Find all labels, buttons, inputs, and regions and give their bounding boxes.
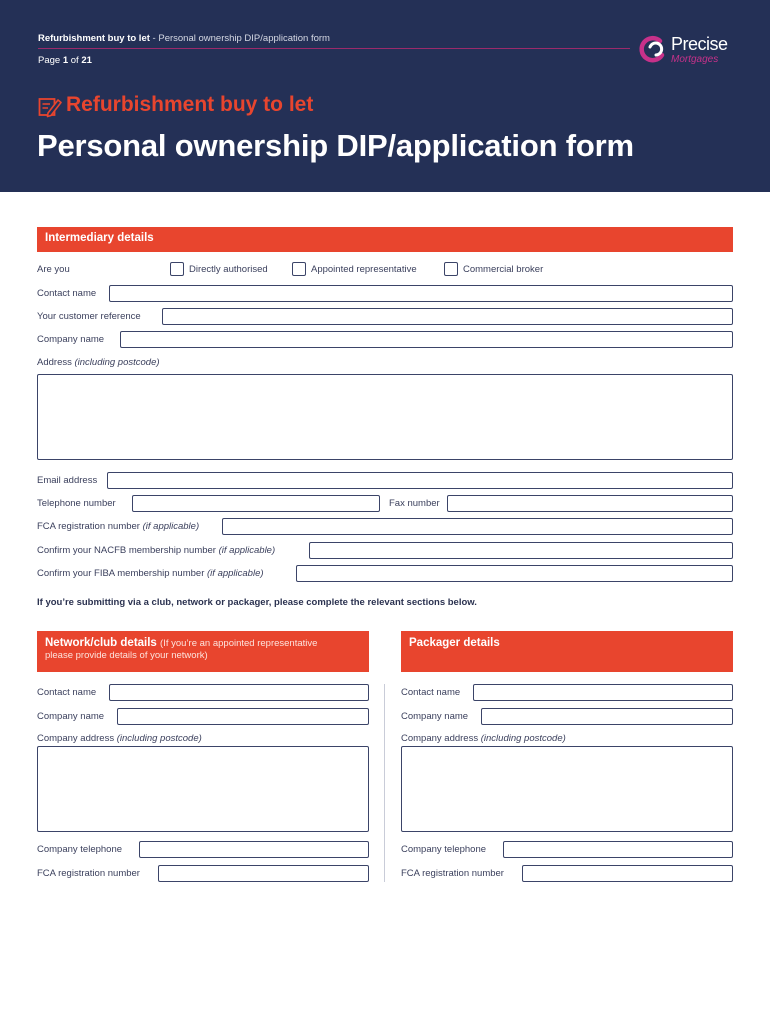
fiba-membership-label: Confirm your FIBA membership number (if applicable) bbox=[37, 568, 264, 579]
telephone-input[interactable] bbox=[132, 495, 380, 512]
appointed-representative-checkbox[interactable] bbox=[292, 262, 306, 276]
network-fca-label: FCA registration number bbox=[37, 868, 140, 879]
fax-label: Fax number bbox=[389, 498, 440, 509]
form-subtitle: Refurbishment buy to let bbox=[66, 93, 314, 116]
network-contact-name-label: Contact name bbox=[37, 687, 97, 698]
packager-company-name-label: Company name bbox=[401, 711, 469, 722]
customer-reference-input[interactable] bbox=[162, 308, 733, 325]
page-title: Personal ownership DIP/application form bbox=[37, 128, 634, 163]
logo-subtext: Mortgages bbox=[671, 54, 719, 65]
company-name-input[interactable] bbox=[120, 331, 733, 348]
page-header bbox=[0, 0, 770, 192]
network-fca-input[interactable] bbox=[158, 865, 369, 882]
column-divider bbox=[384, 684, 385, 882]
packager-contact-name-input[interactable] bbox=[473, 684, 733, 701]
form-edit-icon bbox=[38, 96, 62, 118]
network-company-name-label: Company name bbox=[37, 711, 105, 722]
logo-name: Precise bbox=[671, 34, 728, 54]
network-company-address-textarea[interactable] bbox=[37, 746, 369, 832]
telephone-label: Telephone number bbox=[37, 498, 116, 509]
nacfb-membership-input[interactable] bbox=[309, 542, 733, 559]
email-input[interactable] bbox=[107, 472, 733, 489]
nacfb-membership-label: Confirm your NACFB membership number (if applicable) bbox=[37, 545, 276, 556]
packager-company-name-input[interactable] bbox=[481, 708, 733, 725]
logo-mark-icon bbox=[638, 34, 670, 66]
contact-name-label: Contact name bbox=[37, 288, 97, 299]
directly-authorised-checkbox[interactable] bbox=[170, 262, 184, 276]
are-you-label: Are you bbox=[37, 264, 70, 275]
network-section-heading: Network/club details (If you’re an appointed representative please provide details of your network) bbox=[37, 631, 369, 672]
commercial-broker-checkbox[interactable] bbox=[444, 262, 458, 276]
customer-reference-label: Your customer reference bbox=[37, 311, 141, 322]
fiba-membership-input[interactable] bbox=[296, 565, 733, 582]
appointed-representative-label: Appointed representative bbox=[311, 264, 417, 275]
network-company-name-input[interactable] bbox=[117, 708, 369, 725]
contact-name-input[interactable] bbox=[109, 285, 733, 302]
precise-mortgages-logo bbox=[638, 34, 738, 66]
packager-fca-label: FCA registration number bbox=[401, 868, 504, 879]
network-company-telephone-label: Company telephone bbox=[37, 844, 123, 855]
packager-section-heading: Packager details bbox=[401, 631, 733, 672]
fca-registration-label: FCA registration number (if applicable) bbox=[37, 521, 200, 532]
packager-fca-input[interactable] bbox=[522, 865, 733, 882]
packager-company-telephone-label: Company telephone bbox=[401, 844, 487, 855]
submission-instruction: If you’re submitting via a club, network or packager, please complete the relevant sections below. bbox=[37, 597, 477, 608]
address-label: Address (including postcode) bbox=[37, 357, 160, 368]
network-contact-name-input[interactable] bbox=[109, 684, 369, 701]
company-name-label: Company name bbox=[37, 334, 105, 345]
fax-input[interactable] bbox=[447, 495, 733, 512]
directly-authorised-label: Directly authorised bbox=[189, 264, 268, 275]
document-running-title: Refurbishment buy to let - Personal ownership DIP/application form bbox=[38, 33, 330, 44]
address-textarea[interactable] bbox=[37, 374, 733, 460]
network-company-telephone-input[interactable] bbox=[139, 841, 369, 858]
network-company-address-label: Company address (including postcode) bbox=[37, 733, 202, 744]
page-indicator: Page 1 of 21 bbox=[38, 55, 92, 66]
commercial-broker-label: Commercial broker bbox=[463, 264, 544, 275]
email-label: Email address bbox=[37, 475, 98, 486]
packager-company-address-label: Company address (including postcode) bbox=[401, 733, 566, 744]
fca-registration-input[interactable] bbox=[222, 518, 733, 535]
packager-company-address-textarea[interactable] bbox=[401, 746, 733, 832]
intermediary-section-heading: Intermediary details bbox=[37, 227, 733, 252]
packager-company-telephone-input[interactable] bbox=[503, 841, 733, 858]
header-divider bbox=[38, 48, 630, 49]
packager-contact-name-label: Contact name bbox=[401, 687, 461, 698]
